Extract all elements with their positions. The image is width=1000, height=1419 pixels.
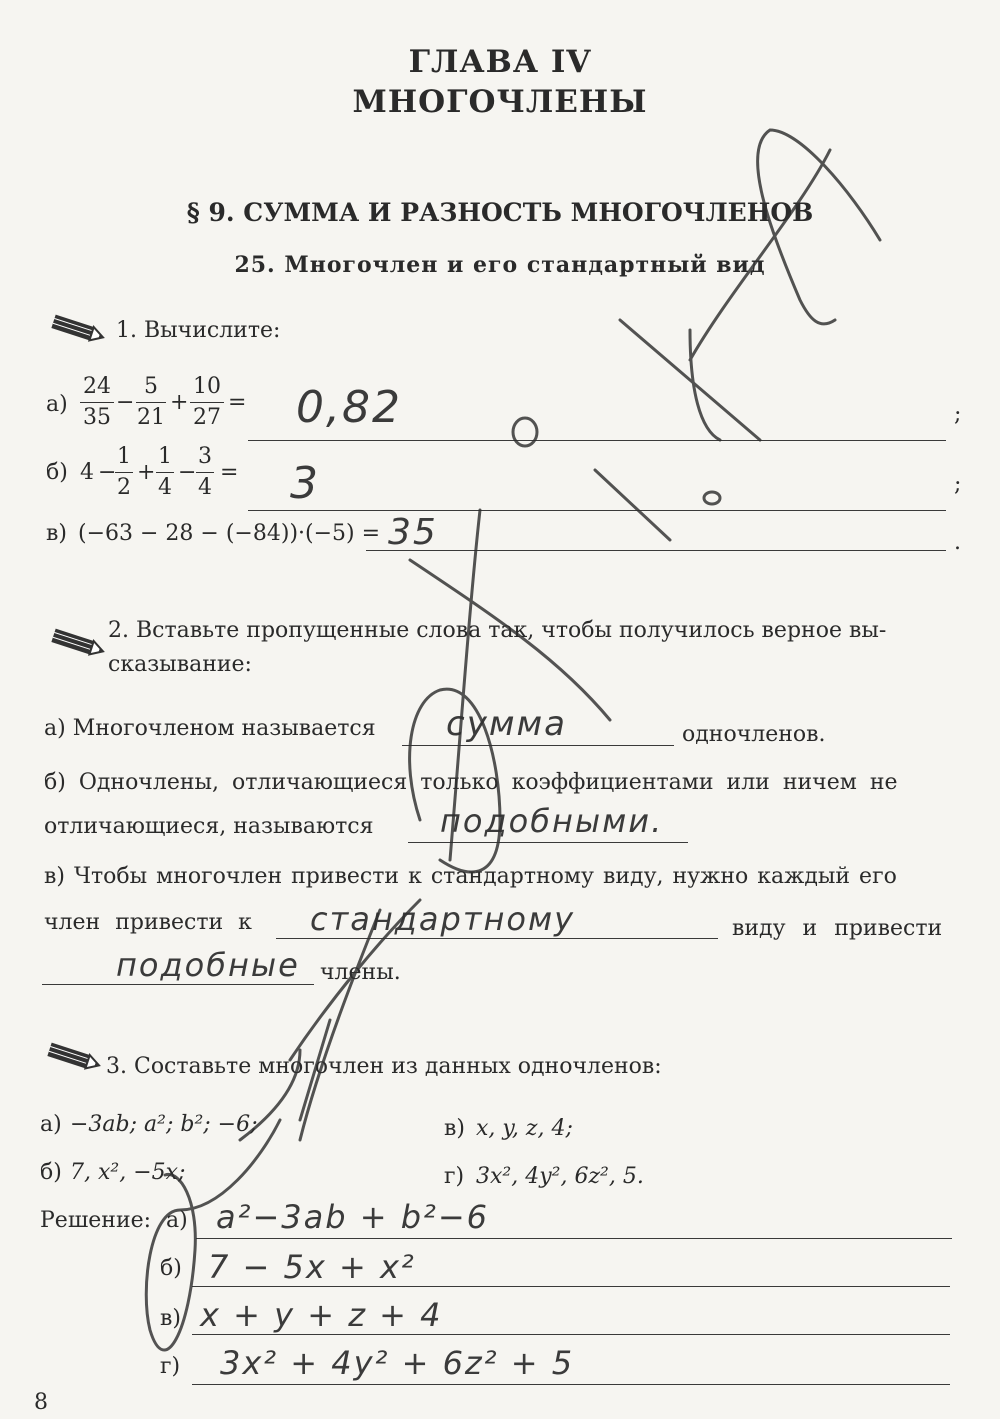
task3-c-label: в) [444, 1116, 465, 1141]
fraction-1-4: 1 4 [158, 444, 172, 500]
punct-1b: ; [954, 472, 962, 497]
task2-c-end: члены. [320, 960, 401, 985]
solution-line-a [196, 1238, 952, 1239]
answer-1c[interactable]: 35 [388, 512, 438, 553]
scribble-stroke [704, 492, 720, 504]
task3-a-items: −3ab; a²; b²; −6; [70, 1112, 258, 1137]
task3-b-label: б) [40, 1160, 62, 1185]
fraction-5-21: 5 21 [137, 374, 165, 430]
task1-a-label: а) [46, 392, 68, 417]
task1-heading: 1. Вычислите: [116, 318, 281, 343]
minus-sign: − [116, 390, 135, 415]
task2-a-suffix: одночленов. [682, 722, 826, 747]
solution-c[interactable]: x + y + z + 4 [200, 1296, 443, 1334]
answer-1b[interactable]: 3 [290, 458, 320, 509]
punct-1c: . [954, 530, 961, 555]
answer-line-2b [408, 842, 688, 843]
plus-sign: + [170, 390, 189, 415]
solution-a[interactable]: a²−3ab + b²−6 [216, 1198, 489, 1236]
answer-2c-1[interactable]: стандартному [310, 900, 576, 938]
equals-sign: = [220, 460, 239, 485]
solution-line-d [192, 1384, 950, 1385]
fraction-24-35: 24 35 [80, 376, 114, 429]
task2-c-line1: в) Чтобы многочлен привести к стандартному виду, нужно каждый его [44, 864, 897, 889]
task1-c-expression: (−63 − 28 − (−84))·(−5) = [78, 521, 381, 546]
section-subtitle: 25. Многочлен и его стандартный вид [234, 252, 766, 278]
equals-sign: = [228, 390, 247, 415]
task3-b-items: 7, x², −5x; [70, 1160, 186, 1185]
answer-line-2a [402, 745, 674, 746]
minus-sign: − [178, 460, 197, 485]
page-number: 8 [34, 1390, 48, 1415]
scribble-stroke [513, 418, 537, 446]
task2-b-line1: б) Одночлены, отличающиеся только коэффициентами или ничем не [44, 770, 898, 795]
answer-line-1a [248, 440, 946, 441]
minus-sign: − [98, 460, 117, 485]
task3-d-label: г) [444, 1164, 465, 1189]
answer-2c-2[interactable]: подобные [116, 946, 300, 984]
answer-line-1c [366, 550, 946, 551]
solution-label: Решение: [40, 1208, 152, 1233]
section-title: § 9. СУММА И РАЗНОСТЬ МНОГОЧЛЕНОВ [186, 198, 814, 227]
chapter-title: МНОГОЧЛЕНЫ [352, 84, 648, 120]
task2-c-suffix: виду и привести [732, 916, 943, 941]
task1-b-label: б) [46, 460, 68, 485]
pencil-icon [48, 312, 106, 348]
answer-line-2c2 [42, 984, 314, 985]
answer-2b[interactable]: подобными. [440, 802, 664, 840]
task3-a-label: а) [40, 1112, 62, 1137]
task3-c-items: x, y, z, 4; [476, 1116, 573, 1141]
solution-b[interactable]: 7 − 5x + x² [208, 1248, 416, 1286]
answer-1a[interactable]: 0,82 [296, 382, 402, 433]
pencil-icon [48, 626, 106, 662]
task2-b-prefix: отличающиеся, называются [44, 814, 374, 839]
answer-line-1b [248, 510, 946, 511]
fraction-10-27: 10 27 [190, 376, 224, 429]
solution-line-c [192, 1334, 950, 1335]
task2-a-prefix: а) Многочленом называется [44, 716, 376, 741]
fraction-3-4: 3 4 [198, 444, 212, 500]
solution-line-b [192, 1286, 950, 1287]
answer-2a[interactable]: сумма [446, 704, 567, 744]
sol-a-label: а) [166, 1208, 188, 1233]
scribble-stroke [595, 470, 670, 540]
scribble-stroke [690, 330, 720, 440]
task3-d-items: 3x², 4y², 6z², 5. [476, 1164, 644, 1189]
task3-heading: 3. Составьте многочлен из данных одночленов: [106, 1054, 662, 1079]
chapter-number: ГЛАВА IV [408, 44, 592, 80]
plus-sign: + [137, 460, 156, 485]
task2-heading-line2: сказывание: [108, 652, 252, 677]
pencil-icon [44, 1040, 102, 1076]
task2-c-prefix: член привести к [44, 910, 252, 935]
scribble-stroke [620, 320, 760, 440]
sol-d-label: г) [160, 1354, 181, 1379]
answer-line-2c1 [276, 938, 718, 939]
scribble-stroke [300, 910, 380, 1140]
sol-b-label: б) [160, 1256, 182, 1281]
solution-d[interactable]: 3x² + 4y² + 6z² + 5 [220, 1344, 575, 1382]
punct-1a: ; [954, 402, 962, 427]
task2-heading-line1: 2. Вставьте пропущенные слова так, чтобы получилось верное вы- [108, 618, 887, 643]
number-4: 4 [80, 460, 94, 485]
fraction-1-2: 1 2 [117, 444, 131, 500]
sol-c-label: в) [160, 1306, 181, 1331]
task1-c-label: в) [46, 521, 67, 546]
